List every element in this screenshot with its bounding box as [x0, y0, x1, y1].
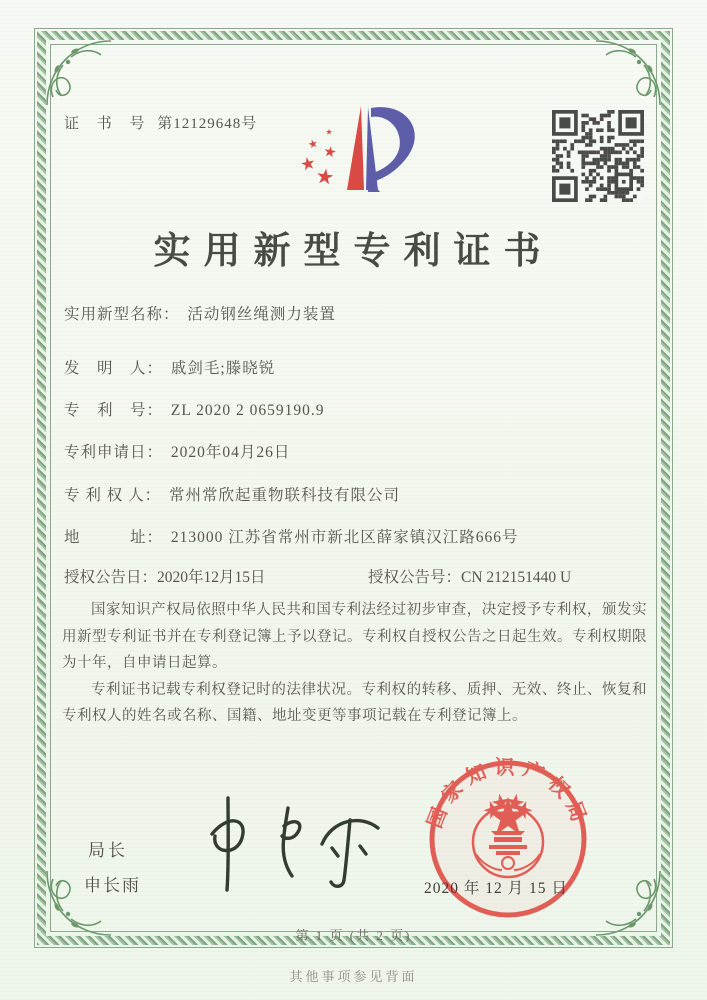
field-label: 专 利 号：: [64, 402, 164, 419]
director-signature: [182, 792, 392, 896]
legal-paragraph-1: 国家知识产权局依照中华人民共和国专利法经过初步审查，决定授予专利权，颁发实用新型专利证书并在专利登记簿上予以登记。专利权自授权公告之日起生效。专利权期限为十年，自申请日起算。: [62, 602, 647, 672]
field-value: 戚剑毛;滕晓锐: [170, 360, 276, 377]
field-inventors: [64, 356, 275, 378]
field-patent-number: [64, 398, 325, 420]
seal-date: 2020 年 12 月 15 日: [424, 880, 568, 897]
qr-code: [552, 110, 644, 202]
field-patentee: [64, 483, 400, 505]
field-filing-date: [64, 440, 290, 462]
grant-row: [64, 565, 572, 587]
certificate-title: 实用新型专利证书: [153, 231, 554, 272]
director-name: 申长雨: [84, 876, 141, 895]
field-label: 地 址：: [64, 529, 164, 546]
director-title: 局长: [88, 841, 128, 860]
field-label: 专 利 权 人：: [64, 487, 162, 504]
field-label: 发 明 人：: [64, 360, 164, 377]
legal-text: [62, 597, 647, 730]
page-number: 第 1 页 (共 2 页): [295, 928, 412, 943]
legal-paragraph-2: 专利证书记载专利权登记时的法律状况。专利权的转移、质押、无效、终止、恢复和专利权人的姓名或名称、国籍、地址变更等事项记载在专利登记簿上。: [62, 681, 647, 725]
corner-flourish-icon: [592, 35, 666, 109]
official-seal: [408, 742, 608, 942]
field-value: 2020年04月26日: [170, 444, 291, 461]
seal-text: 国家知识产权局: [424, 757, 592, 832]
field-label: 专利申请日：: [64, 444, 164, 461]
field-value: 活动钢丝绳测力装置: [187, 306, 336, 323]
corner-flourish-icon: [41, 35, 115, 109]
grant-number-value: CN 212151440 U: [461, 569, 572, 586]
certificate-number-label: 证 书 号: [64, 116, 152, 132]
field-value: 213000 江苏省常州市新北区薛家镇汉江路666号: [170, 529, 519, 546]
field-value: ZL 2020 2 0659190.9: [170, 402, 325, 419]
field-label: 实用新型名称：: [64, 306, 180, 323]
field-value: 常州常欣起重物联科技有限公司: [169, 487, 401, 504]
cnipa-logo-icon: [268, 94, 432, 206]
footer-note: 其他事项参见背面: [289, 969, 418, 984]
certificate-number: [64, 112, 257, 133]
grant-date-value: 2020年12月15日: [157, 569, 266, 586]
grant-date-label: 授权公告日：: [64, 569, 158, 586]
field-utility-model-name: [64, 302, 336, 324]
field-address: [64, 525, 519, 547]
grant-number-label: 授权公告号：: [368, 569, 462, 586]
certificate-number-value: 第12129648号: [157, 116, 258, 132]
